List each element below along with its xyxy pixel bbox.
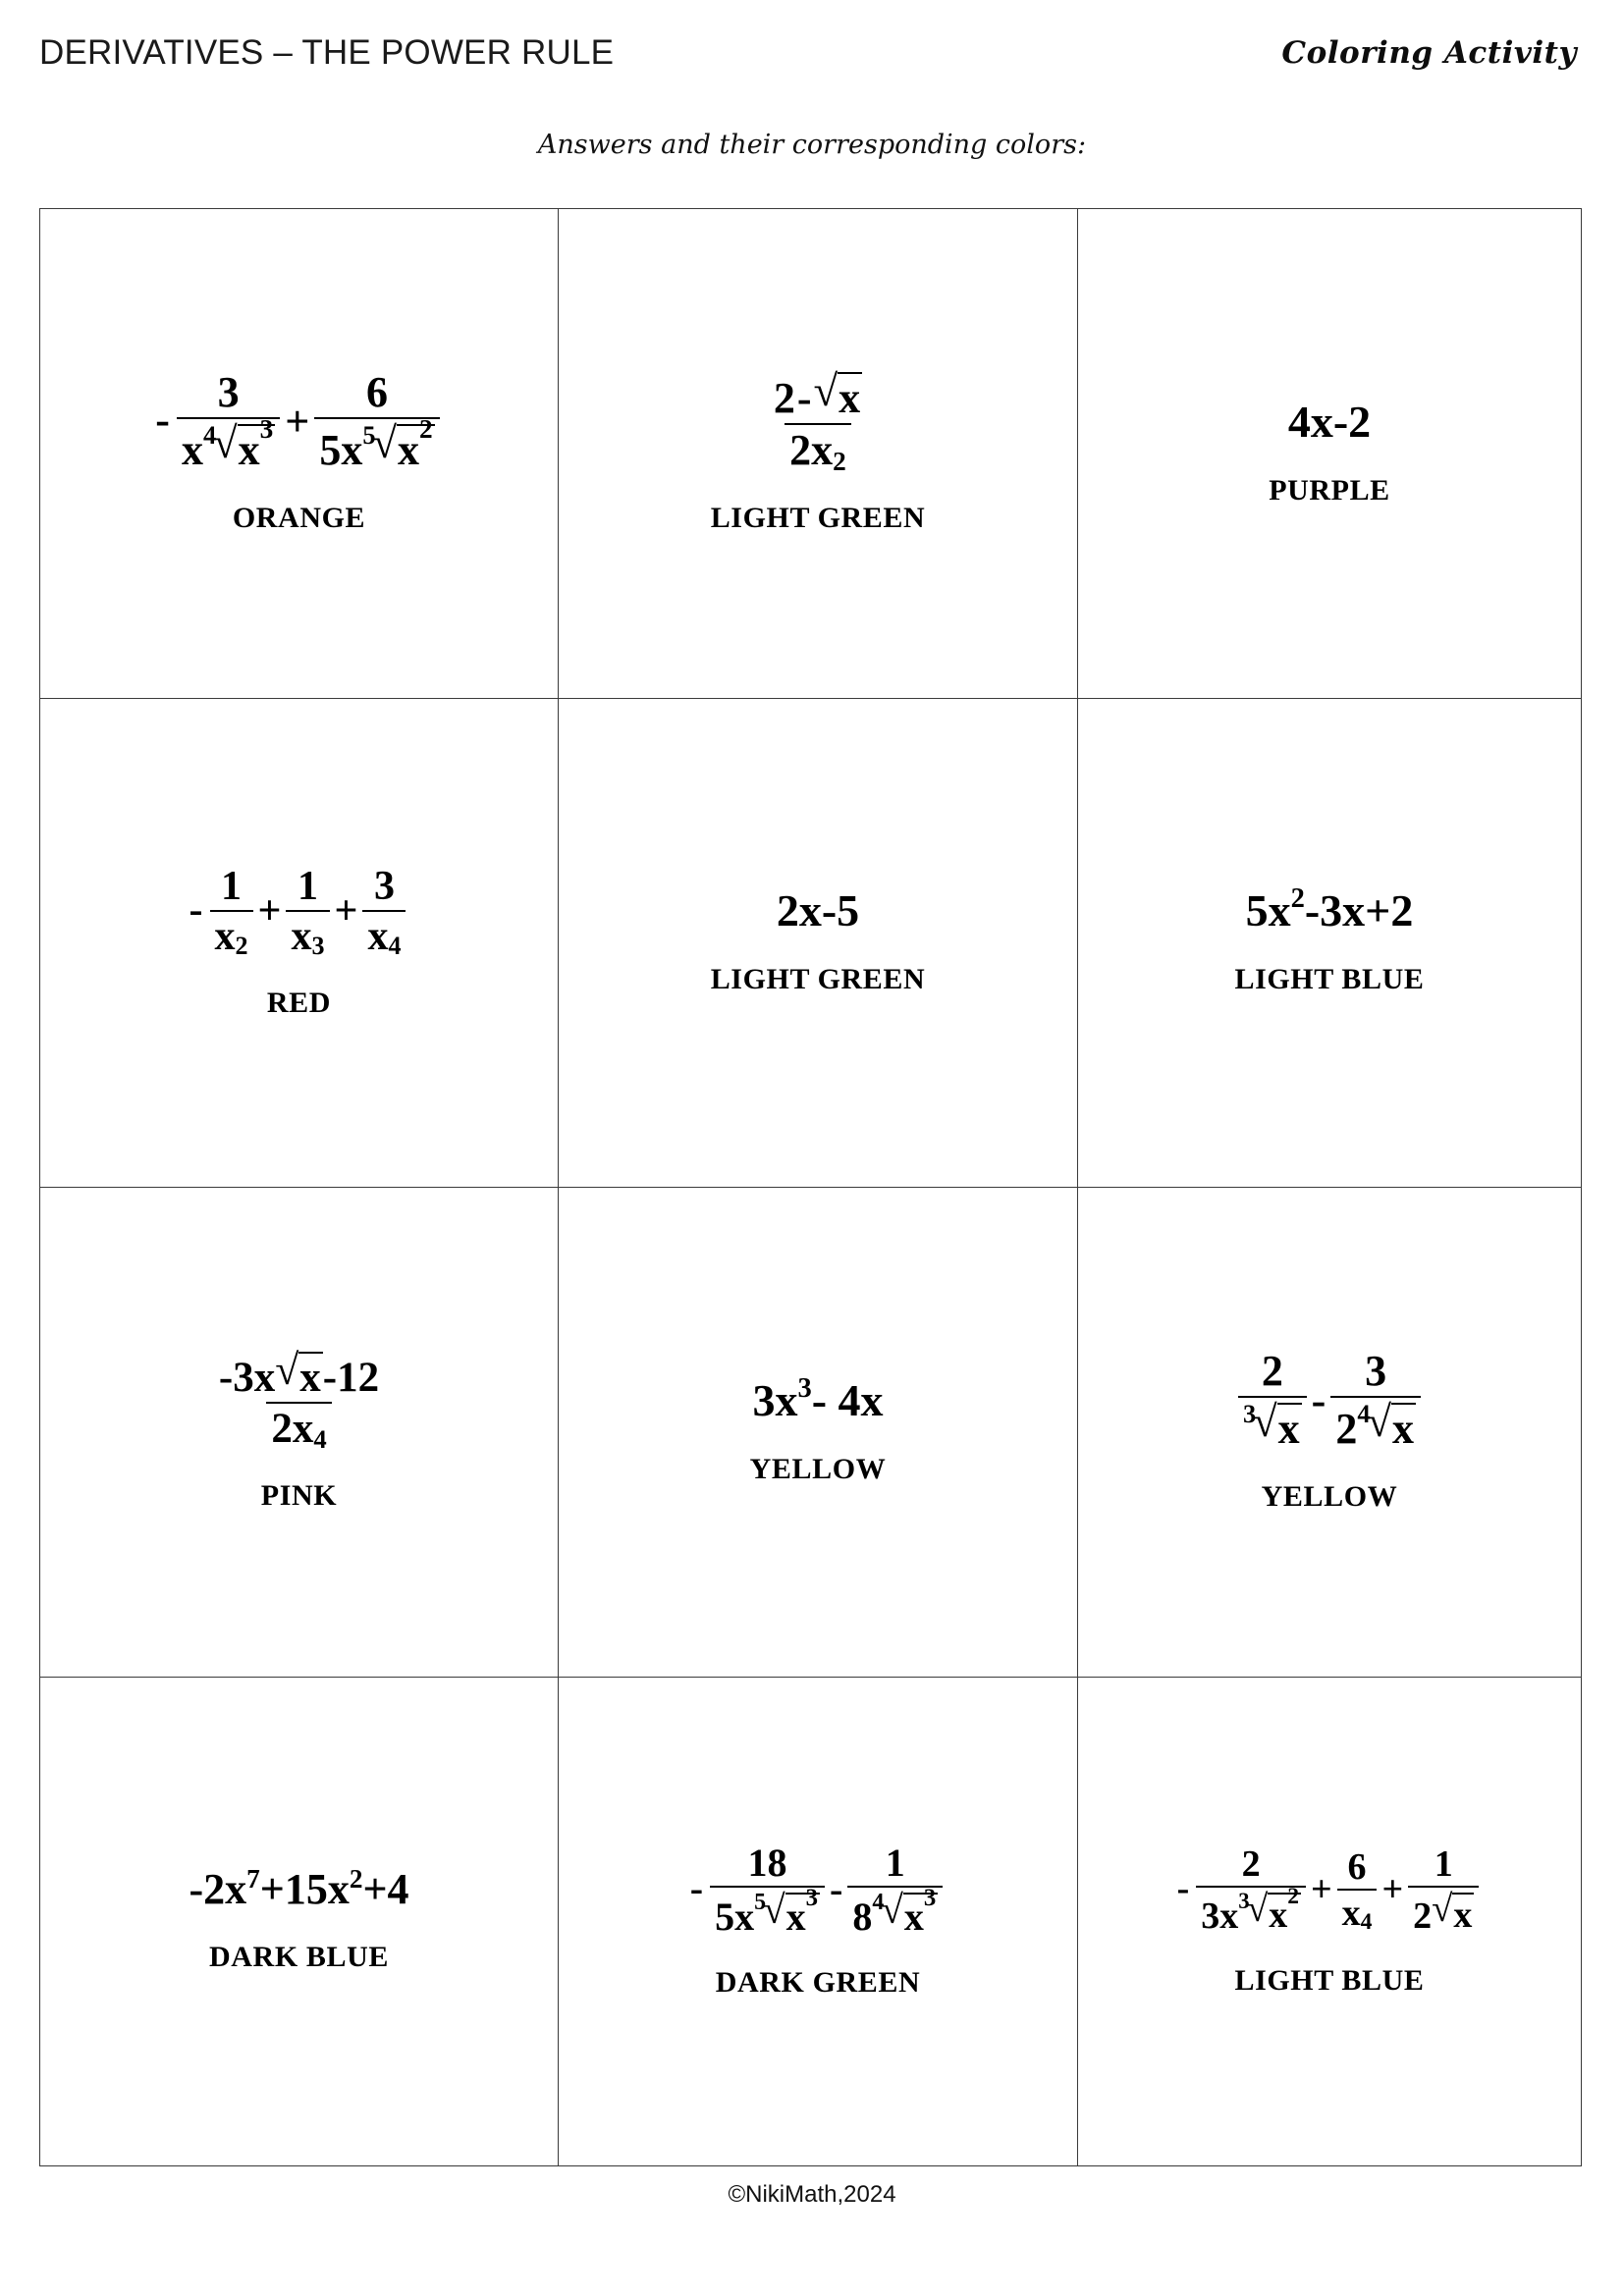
radical-sign: √ (763, 1887, 785, 1932)
answers-table (39, 208, 1582, 2166)
fraction-1 (769, 366, 867, 476)
color-label-5: LIGHT GREEN (710, 963, 926, 996)
lead-minus-sign: - (189, 886, 203, 933)
answer-cell-6[interactable] (1078, 698, 1582, 1188)
radicand: x (839, 374, 861, 423)
color-label-9: YELLOW (1261, 1480, 1398, 1514)
operator-minus: - (830, 1867, 843, 1912)
operator-plus: + (285, 397, 310, 446)
radical-sign: √ (1246, 1887, 1269, 1930)
color-label-4: RED (266, 986, 332, 1019)
radical-sign: √ (1432, 1887, 1453, 1930)
expression-3 (1287, 396, 1372, 447)
color-label-3: PURPLE (1269, 473, 1390, 507)
radical-icon (754, 1885, 820, 1939)
answer-cell-11[interactable] (559, 1677, 1078, 2166)
operator-plus: + (1381, 1869, 1404, 1911)
expression-8: 3x 3 - 4x (752, 1372, 884, 1425)
expression-9 (1235, 1347, 1424, 1454)
fraction-2 (847, 1840, 943, 1939)
radical-index: 4 (872, 1889, 885, 1915)
den-base: x (181, 426, 203, 475)
radical-icon (1238, 1884, 1301, 1936)
denominator: 2x 2 (785, 423, 851, 472)
color-label-8: YELLOW (749, 1452, 887, 1485)
term-b: - 4x (811, 1374, 884, 1425)
color-label-7: PINK (260, 1479, 338, 1513)
radicand: $x^2$ (1269, 1884, 1299, 1936)
numerator: 2 (1261, 1347, 1283, 1396)
den-base: 5x (319, 426, 363, 475)
fraction-3 (362, 863, 406, 960)
numerator: 3 (373, 863, 395, 909)
radical-icon (362, 414, 434, 475)
answer-cell-7[interactable] (40, 1188, 559, 1678)
radical-sign: √ (881, 1887, 903, 1932)
operator-plus: + (257, 888, 282, 934)
expression-text: 2x-5 (776, 885, 860, 936)
radical-index: 3 (1242, 1398, 1257, 1428)
radical-sign: √ (275, 1347, 299, 1395)
radicand: x (1453, 1894, 1473, 1936)
color-label-10: DARK BLUE (209, 1941, 389, 1974)
expression-2 (766, 366, 870, 476)
copyright-footer: ©NikiMath,2024 (728, 2181, 896, 2208)
numerator: 3 (1365, 1347, 1387, 1396)
numerator: 1 (885, 1840, 905, 1885)
numerator: 1 (297, 863, 318, 909)
radical-sign: √ (813, 366, 839, 416)
radical-icon (1432, 1887, 1474, 1936)
radicand: x (1277, 1405, 1300, 1454)
numerator: -3x √ x -12 (218, 1347, 380, 1402)
radical-icon (872, 1885, 938, 1939)
color-label-12: LIGHT BLUE (1234, 1963, 1425, 1997)
denominator: x 4 (362, 910, 406, 957)
radical-icon (1242, 1397, 1302, 1454)
operator-plus: + (1311, 1869, 1332, 1911)
fraction-1 (710, 1840, 825, 1939)
numerator: 6 (1347, 1845, 1367, 1888)
color-label-2: LIGHT GREEN (710, 502, 926, 535)
subtitle: Answers and their corresponding colors: (537, 130, 1087, 160)
expression-6: 5x 2 -3x+2 (1245, 883, 1414, 936)
answer-cell-1[interactable] (40, 209, 559, 699)
answer-cell-9[interactable] (1078, 1188, 1582, 1678)
answer-cell-4[interactable] (40, 698, 559, 1188)
term-a: 3x (752, 1374, 798, 1425)
denominator: 5x 5 √ $x^3$ (710, 1886, 825, 1937)
denominator: 8 4 √ $x^3$ (847, 1886, 943, 1937)
radical-index: 5 (754, 1889, 767, 1915)
radicand: x (298, 1352, 323, 1400)
answer-cell-2[interactable] (559, 209, 1078, 699)
fraction-2 (1337, 1845, 1378, 1935)
expression-11 (689, 1840, 947, 1939)
radical-sign: √ (372, 418, 398, 468)
denominator (1238, 1396, 1307, 1454)
fraction-3 (1408, 1842, 1479, 1937)
term-c: +4 (362, 1865, 409, 1914)
fraction-2 (314, 368, 439, 475)
radical-icon (275, 1347, 323, 1402)
fraction-1 (214, 1347, 384, 1455)
radical-index: 4 (202, 419, 217, 450)
expression-10: -2x 7 +15x 2 +4 (189, 1863, 409, 1914)
fraction-1 (177, 368, 280, 475)
radical-icon (202, 414, 275, 475)
activity-label: Coloring Activity (1281, 35, 1577, 71)
fraction-1 (210, 863, 253, 960)
color-label-11: DARK GREEN (715, 1965, 921, 1999)
denominator: 3x 3 √ $x^2$ (1196, 1886, 1306, 1935)
answer-cell-8[interactable] (559, 1188, 1078, 1678)
term-b: +15x (259, 1865, 350, 1914)
table-row (40, 209, 1582, 699)
radical-index: 4 (1357, 1398, 1371, 1428)
term-a: -2x (189, 1865, 247, 1914)
fraction-2 (286, 863, 329, 960)
numerator: 18 (747, 1840, 787, 1885)
color-label-1: ORANGE (232, 502, 366, 535)
denominator: 2x 4 (266, 1402, 331, 1450)
answer-cell-5[interactable] (559, 698, 1078, 1188)
denominator (314, 414, 439, 475)
denominator (177, 414, 280, 475)
numerator: 1 (1434, 1842, 1453, 1885)
term-b: -3x+2 (1304, 885, 1414, 936)
operator-minus: - (1311, 1375, 1326, 1424)
numerator: 2 - √ x (773, 366, 861, 423)
radical-sign: √ (213, 418, 238, 468)
radical-index: 5 (362, 419, 376, 450)
answer-cell-12[interactable] (1078, 1677, 1582, 2166)
fraction-2 (1330, 1347, 1421, 1454)
denominator: x 4 (1337, 1889, 1378, 1932)
page-title: DERIVATIVES – THE POWER RULE (39, 33, 615, 72)
radicand: $x^3$ (903, 1885, 937, 1939)
lead-minus-sign: - (155, 396, 170, 444)
numerator: 2 (1241, 1842, 1261, 1885)
radical-sign: √ (1367, 1397, 1392, 1447)
expression-12 (1176, 1842, 1483, 1937)
radicand: $x^2$ (398, 414, 433, 475)
numerator: 3 (217, 368, 240, 417)
expression-5 (776, 885, 860, 936)
radicand: $x^3$ (785, 1885, 818, 1939)
denominator: x 3 (286, 910, 329, 957)
fraction-1 (1196, 1842, 1306, 1937)
term-a: 5x (1245, 885, 1291, 936)
radical-sign: √ (1253, 1397, 1277, 1447)
lead-minus-sign: - (689, 1865, 704, 1910)
color-label-6: LIGHT BLUE (1234, 963, 1425, 996)
denominator: 2 4 √ x (1330, 1396, 1421, 1451)
table-row (40, 1677, 1582, 2166)
page-header (39, 33, 1581, 90)
radicand: $x^3$ (238, 414, 274, 475)
denominator: x 2 (210, 910, 253, 957)
expression-7 (211, 1347, 387, 1455)
table-row (40, 698, 1582, 1188)
denominator: 2 √ x (1408, 1886, 1479, 1935)
fraction-1 (1238, 1347, 1307, 1454)
table-row (40, 1188, 1582, 1678)
lead-minus-sign: - (1176, 1867, 1190, 1909)
expression-1 (155, 368, 442, 475)
answer-cell-10[interactable] (40, 1677, 559, 2166)
radical-icon (1357, 1397, 1416, 1454)
expression-4 (189, 863, 409, 960)
expression-text: 4x-2 (1287, 396, 1372, 447)
numerator: 6 (366, 368, 389, 417)
operator-plus: + (334, 888, 358, 934)
numerator: 1 (221, 863, 243, 909)
answer-cell-3[interactable] (1078, 209, 1582, 699)
radical-index: 3 (1238, 1888, 1250, 1913)
radicand: x (1392, 1405, 1415, 1454)
